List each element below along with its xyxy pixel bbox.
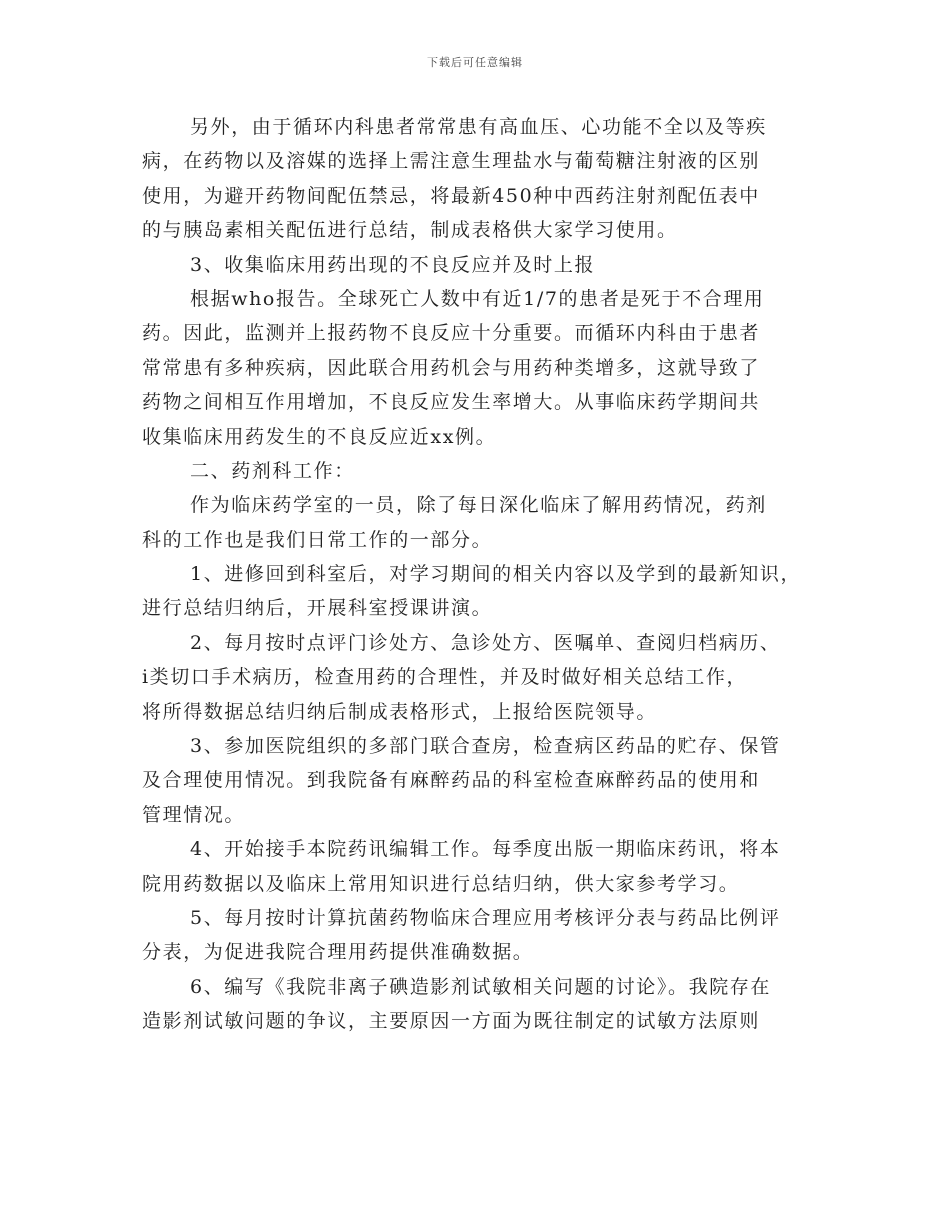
paragraph-additional-note — [142, 110, 812, 248]
text-line: 根据who报告。全球死亡人数中有近1/7的患者是死于不合理用 — [190, 287, 765, 310]
text-line: 3、参加医院组织的多部门联合查房，检查病区药品的贮存、保管 — [190, 735, 781, 758]
text-line: 常常患有多种疾病，因此联合用药机会与用药种类增多，这就导致了 — [142, 356, 761, 379]
document-body — [142, 110, 812, 1039]
text-line: 药物之间相互作用增加，不良反应发生率增大。从事临床药学期间共 — [142, 391, 761, 414]
text-line: 作为临床药学室的一员，除了每日深化临床了解用药情况，药剂 — [190, 494, 767, 517]
text-line: 的与胰岛素相关配伍进行总结，制成表格供大家学习使用。 — [142, 219, 678, 242]
paragraph-item-4 — [142, 832, 812, 901]
text-line: 1、进修回到科室后，对学习期间的相关内容以及学到的最新知识， — [190, 563, 802, 586]
paragraph-item-6 — [142, 970, 812, 1039]
text-line: 另外，由于循环内科患者常常患有高血压、心功能不全以及等疾 — [190, 116, 767, 138]
text-line: 2、每月按时点评门诊处方、急诊处方、医嘱单、查阅归档病历、 — [190, 631, 781, 654]
paragraph-item-3 — [142, 729, 812, 832]
text-line: 使用，为避开药物间配伍禁忌，将最新450种中西药注射剂配伍表中 — [142, 184, 760, 207]
text-line: 及合理使用情况。到我院备有麻醉药品的科室检查麻醉药品的使用和 — [142, 769, 761, 792]
section-heading-pharmacy-work — [142, 454, 812, 488]
section-heading-adverse-reactions — [142, 248, 812, 282]
text-line: 5、每月按时计算抗菌药物临床合理应用考核评分表与药品比例评 — [190, 906, 781, 929]
paragraph-item-2 — [142, 626, 812, 729]
text-line: 收集临床用药发生的不良反应近xx例。 — [142, 425, 497, 448]
text-line: 分表，为促进我院合理用药提供准确数据。 — [142, 941, 534, 964]
text-line: 6、编写《我院非离子碘造影剂试敏相关问题的讨论》。我院存在 — [190, 975, 771, 998]
paragraph-intro — [142, 488, 812, 557]
text-line: 病，在药物以及溶媒的选择上需注意生理盐水与葡萄糖注射液的区别 — [142, 150, 761, 173]
page-header: 下载后可任意编辑 — [427, 56, 523, 69]
text-line: ⅰ类切口手术病历，检查用药的合理性，并及时做好相关总结工作， — [142, 666, 748, 689]
text-line: 造影剂试敏问题的争议，主要原因一方面为既往制定的试敏方法原则 — [142, 1010, 761, 1033]
text-line: 院用药数据以及临床上常用知识进行总结归纳，供大家参考学习。 — [142, 872, 740, 895]
text-line: 进行总结归纳后，开展科室授课讲演。 — [142, 597, 493, 620]
paragraph-item-1 — [142, 557, 812, 626]
text-line: 4、开始接手本院药讯编辑工作。每季度出版一期临床药讯，将本 — [190, 838, 781, 861]
paragraph-who-report — [142, 282, 812, 454]
text-line: 管理情况。 — [142, 803, 246, 826]
heading-line: 二、药剂科工作： — [190, 459, 355, 482]
text-line: 科的工作也是我们日常工作的一部分。 — [142, 528, 493, 551]
paragraph-item-5 — [142, 901, 812, 970]
text-line: 药。因此，监测并上报药物不良反应十分重要。而循环内科由于患者 — [142, 322, 761, 345]
text-line: 将所得数据总结归纳后制成表格形式，上报给医院领导。 — [142, 700, 658, 723]
heading-line: 3、收集临床用药出现的不良反应并及时上报 — [190, 253, 596, 276]
